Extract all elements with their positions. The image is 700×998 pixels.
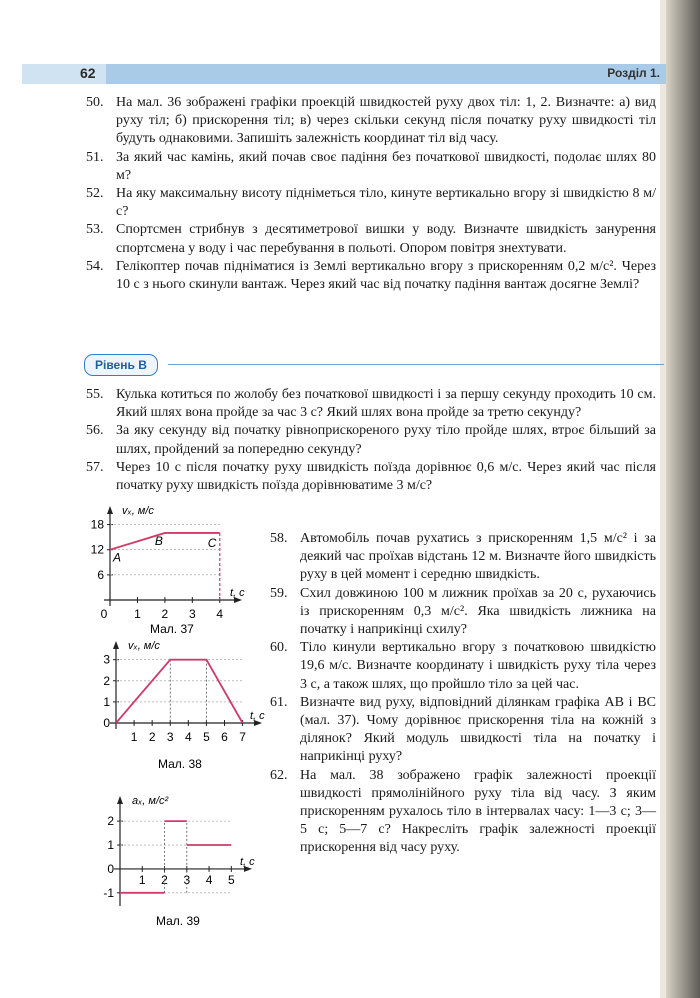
problem-text: Схил довжиною 100 м лижник проїхав за 20 с, рухаючись із прискоренням 0,3 м/с². Яка швидкість лижника на початку і наприкінці схилу? [300,585,656,638]
problem-number: 54. [86,258,104,274]
figure-37-chart [88,505,258,635]
problem-number: 58. [270,531,288,546]
problem-number: 62. [270,767,288,783]
problem-item [270,694,656,767]
problem-text: За який час камінь, який почав своє падіння без початкової швидкості, подолає шлях 80 м? [116,149,656,183]
x-tick-label: 3 [166,730,174,744]
y-axis-arrow [117,796,123,804]
series-line [110,533,220,550]
y-tick-label: -1 [103,885,114,900]
page-number: 62 [80,65,96,81]
problem-text: Гелікоптер почав підніматися із Землі вертикально вгору з прискоренням 0,2 м/с². Через 10 с з нього скинули вантаж. Через який час від початку падіння вантаж досягне Землі? [116,258,656,293]
x-tick-label: 1 [130,730,138,744]
x-tick-label: 2 [148,730,156,744]
y-axis-label: aₓ, м/с² [132,795,169,807]
y-tick-label: 0 [103,716,110,730]
x-tick-label: 4 [205,872,213,887]
problem-number: 61. [270,694,288,710]
problem-number: 50. [86,95,104,110]
problem-text: Визначте вид руху, відповідний ділянкам графіка AB і BC (мал. 37). Чому дорівнює прискорення тіла на кожній з ділянок? Який модуль швидкості тіла на початку і наприкінці руху? [300,694,656,765]
level-heading [84,354,664,376]
problem-number: 53. [86,222,104,238]
problem-item [270,530,656,585]
problem-item [86,185,656,221]
problem-text: Через 10 с після початку руху швидкість поїзда дорівнює 0,6 м/с. Через який час після початку руху швидкість поїзда дорівнюватиме 3 м/с? [116,459,656,494]
y-tick-label: 3 [103,652,110,667]
x-tick-label: 5 [227,872,235,887]
y-axis-arrow [113,641,119,649]
problem-number: 57. [86,459,104,475]
problems-right [270,530,656,858]
problem-text: На мал. 36 зображені графіки проекцій швидкостей руху двох тіл: 1, 2. Визначте: а) вид руху тіл; б) прискорення тіл; в) через скільки секунд після початку руху швидкості тіл будуть однаковими. Запишіть залежність координат тіл від часу. [116,95,656,147]
x-tick-label: 3 [183,872,191,887]
y-tick-label: 1 [107,838,114,853]
problem-number: 55. [86,387,104,402]
x-axis-label: t, с [230,587,245,599]
y-axis-label: vₓ, м/с [128,640,160,652]
y-tick-label: 2 [107,814,114,829]
problem-item [86,94,656,149]
header-bar [106,64,666,84]
x-tick-label: 4 [216,607,224,621]
y-tick-label: 6 [97,567,104,582]
problem-item [86,221,656,257]
problem-text: Спортсмен стрибнув з десятиметрової вишки у воду. Визначте швидкість занурення спортсмена у воду і час перебування в польоті. Опором повітря знехтувати. [116,222,656,256]
y-tick-label: 2 [103,673,110,688]
x-axis-label: t, с [250,710,265,722]
y-tick-label: 18 [90,517,104,532]
problem-item [86,149,656,185]
problem-item [86,386,656,422]
figure-38-chart [88,636,263,771]
problem-text: Тіло кинули вертикально вгору з початковою швидкістю 19,6 м/с. Визначте координату і швидкість руху тіла через 3 с, а також шлях, що пройшло тіло за цей час. [300,640,656,692]
x-tick-label: 2 [161,872,168,887]
problem-item [86,258,656,294]
y-tick-label: 1 [103,694,110,709]
x-tick-label: 2 [161,607,169,621]
problem-text: На мал. 38 зображено графік залежності проекції швидкості прямолінійного руху тіла від часу. З яким прискоренням рухалось тіло в інтервалах часу: 1—3 с; 3—5 с; 5—7 с? Накресліть графік залежності проекції прискорення від часу руху. [300,767,656,856]
x-tick-label: 7 [239,730,246,744]
level-badge: Рівень В [84,354,158,376]
problem-number: 51. [86,149,104,165]
problem-text: Автомобіль почав рухатись з прискоренням 1,5 м/с² і за деякий час проїхав відстань 12 м. Визначте його швидкість руху в цей момент і середню швидкість. [300,531,656,583]
problem-text: На яку максимальну висоту підніметься тіло, кинуте вертикально вгору зі швидкістю 8 м/с? [116,186,656,220]
problem-number: 59. [270,585,288,601]
x-tick-label: 4 [184,730,192,744]
level-divider [168,364,664,365]
point-label: A [113,550,122,565]
y-axis-label: vₓ, м/с [122,505,154,517]
y-axis-arrow [107,506,113,514]
problem-text: За яку секунду від початку рівноприскореного руху тіло пройде шлях, втроє більший за шлях, пройдений за попередню секунду? [116,423,656,457]
figure-caption: Мал. 37 [150,622,194,636]
problems-top [86,94,656,294]
section-title: Розділ 1. [607,66,660,80]
x-tick-label: 1 [138,872,146,887]
problem-number: 60. [270,640,288,656]
problem-item [270,639,656,694]
page-header [22,64,666,84]
x-tick-label: 3 [188,607,196,621]
problem-text: Кулька котиться по жолобу без початкової швидкості і за першу секунду проходить 10 см. Який шлях вона пройде за час 3 с? Який шлях вона пройде за третю секунду? [116,387,656,421]
figure-caption: Мал. 38 [158,757,202,771]
point-label: C [207,535,217,550]
figure-caption: Мал. 39 [156,914,200,928]
figure-39-chart [88,778,263,928]
point-label: B [154,533,163,548]
problem-number: 56. [86,423,104,439]
series-line [116,660,243,723]
x-tick-label: 0 [100,607,108,621]
x-tick-label: 6 [221,730,228,744]
problem-item [86,422,656,458]
problem-item [86,459,656,495]
y-tick-label: 12 [90,542,104,557]
problem-item [270,767,656,858]
problem-item [270,585,656,640]
y-tick-label: 0 [107,861,114,876]
book-spine [666,0,700,998]
problems-mid [86,386,656,495]
problem-number: 52. [86,186,104,202]
x-tick-label: 5 [203,730,210,744]
x-tick-label: 1 [134,607,141,621]
x-axis-label: t, с [240,855,255,868]
